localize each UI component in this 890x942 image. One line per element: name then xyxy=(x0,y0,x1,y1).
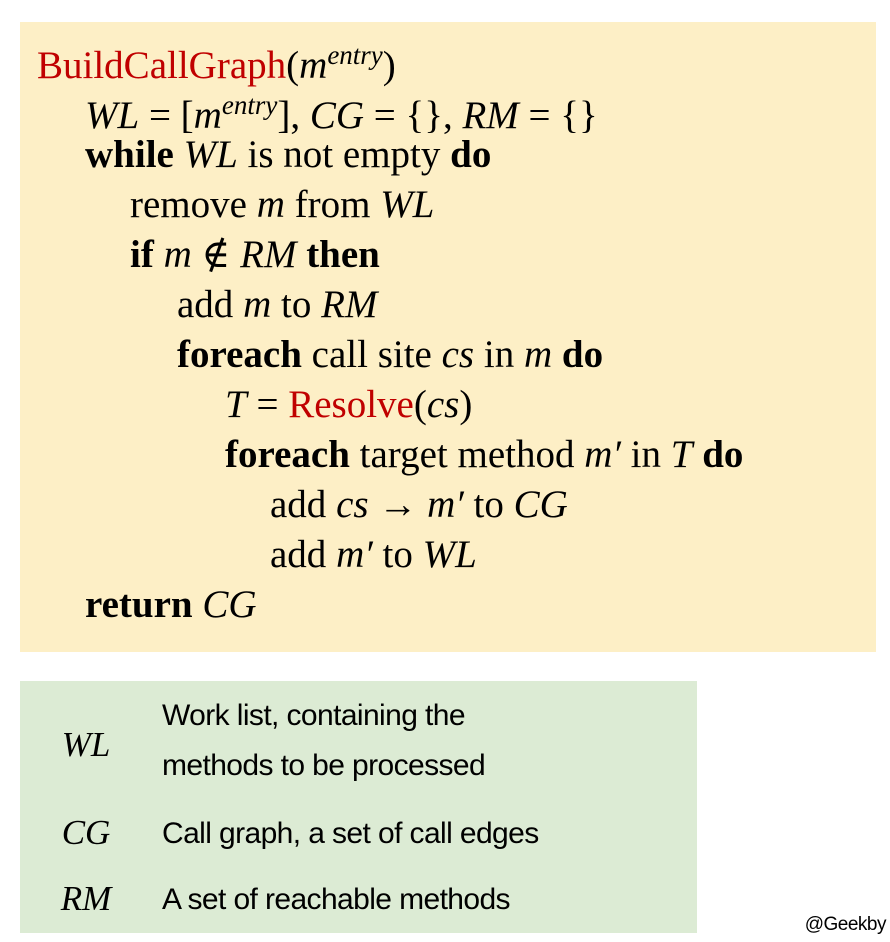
legend-row-cg xyxy=(20,809,697,859)
keyword: then xyxy=(306,233,380,276)
code-text: in xyxy=(474,333,524,376)
function-name: BuildCallGraph xyxy=(37,44,287,87)
code-text: to xyxy=(463,483,514,526)
watermark: @Geekby xyxy=(804,914,886,935)
variable: RM xyxy=(321,283,378,326)
code-text: ∉ xyxy=(191,233,241,276)
code-text: = {}, xyxy=(364,94,463,137)
variable: m xyxy=(163,233,192,276)
legend-symbol: RM xyxy=(60,879,112,918)
variable: RM xyxy=(462,94,519,137)
variable: WL xyxy=(422,533,477,576)
code-text: entry xyxy=(221,90,278,120)
code-text: ], xyxy=(277,94,310,137)
code-line xyxy=(85,80,598,137)
variable: WL xyxy=(183,133,238,176)
variable: cs xyxy=(336,483,369,526)
code-text xyxy=(552,333,562,376)
legend-row-rm xyxy=(20,875,697,925)
variable: RM xyxy=(240,233,297,276)
code-line xyxy=(270,480,568,530)
code-text: add xyxy=(177,283,244,326)
code-text: add xyxy=(270,483,337,526)
code-line xyxy=(37,30,396,87)
algorithm-box xyxy=(20,22,876,652)
code-line xyxy=(177,330,603,380)
keyword: do xyxy=(450,133,492,176)
code-text: ( xyxy=(286,44,300,87)
function-name: Resolve xyxy=(288,383,414,426)
code-text: call site xyxy=(301,333,442,376)
code-text xyxy=(193,583,203,626)
legend-row-wl xyxy=(20,689,697,799)
code-text: to xyxy=(372,533,423,576)
variable: CG xyxy=(309,94,365,137)
keyword: do xyxy=(702,433,744,476)
code-line xyxy=(85,580,257,630)
variable: m′ xyxy=(336,533,373,576)
code-line xyxy=(225,430,743,480)
variable: m xyxy=(256,183,285,226)
code-text: = [ xyxy=(139,94,194,137)
code-text: ( xyxy=(413,383,427,426)
variable: m xyxy=(523,333,553,376)
code-text: = xyxy=(246,383,289,426)
variable: CG xyxy=(513,483,568,526)
code-text xyxy=(174,133,184,176)
variable: m′ xyxy=(427,483,464,526)
code-text: ) xyxy=(459,383,473,426)
legend-symbol: CG xyxy=(61,813,111,852)
code-text: target method xyxy=(349,433,585,476)
code-text: → xyxy=(368,483,428,526)
code-text xyxy=(296,233,306,276)
legend-table xyxy=(20,681,697,933)
keyword: if xyxy=(130,233,154,276)
code-text: in xyxy=(620,433,671,476)
keyword: do xyxy=(561,333,604,376)
keyword: return xyxy=(85,583,193,626)
variable: T xyxy=(225,383,247,426)
variable: m xyxy=(193,94,222,137)
code-text: is not empty xyxy=(237,133,451,176)
legend-description: Call graph, a set of call edges xyxy=(162,817,539,850)
variable: m′ xyxy=(584,433,621,476)
legend-description: A set of reachable methods xyxy=(162,883,510,916)
variable: cs xyxy=(426,383,460,426)
variable: WL xyxy=(380,183,435,226)
code-text: add xyxy=(270,533,337,576)
variable: m xyxy=(299,44,328,87)
code-line xyxy=(270,530,477,580)
code-text: remove xyxy=(130,183,257,226)
code-text: ) xyxy=(382,44,396,87)
code-line xyxy=(130,180,434,230)
variable: WL xyxy=(85,94,140,137)
code-line xyxy=(130,230,380,280)
code-text: = {} xyxy=(518,94,598,137)
code-text xyxy=(692,433,702,476)
code-text: from xyxy=(284,183,381,226)
code-line xyxy=(177,280,377,330)
legend-description: Work list, containing the methods to be processed xyxy=(162,699,486,782)
code-line xyxy=(85,130,491,180)
code-text xyxy=(154,233,164,276)
variable: m xyxy=(243,283,272,326)
code-line xyxy=(225,380,472,430)
keyword: while xyxy=(85,133,174,176)
keyword: foreach xyxy=(225,433,350,476)
code-text: entry xyxy=(327,40,383,70)
keyword: foreach xyxy=(177,333,302,376)
variable: cs xyxy=(441,333,475,376)
legend-symbol: WL xyxy=(61,725,111,764)
variable: T xyxy=(670,433,693,476)
variable: CG xyxy=(202,583,257,626)
code-text: to xyxy=(271,283,322,326)
